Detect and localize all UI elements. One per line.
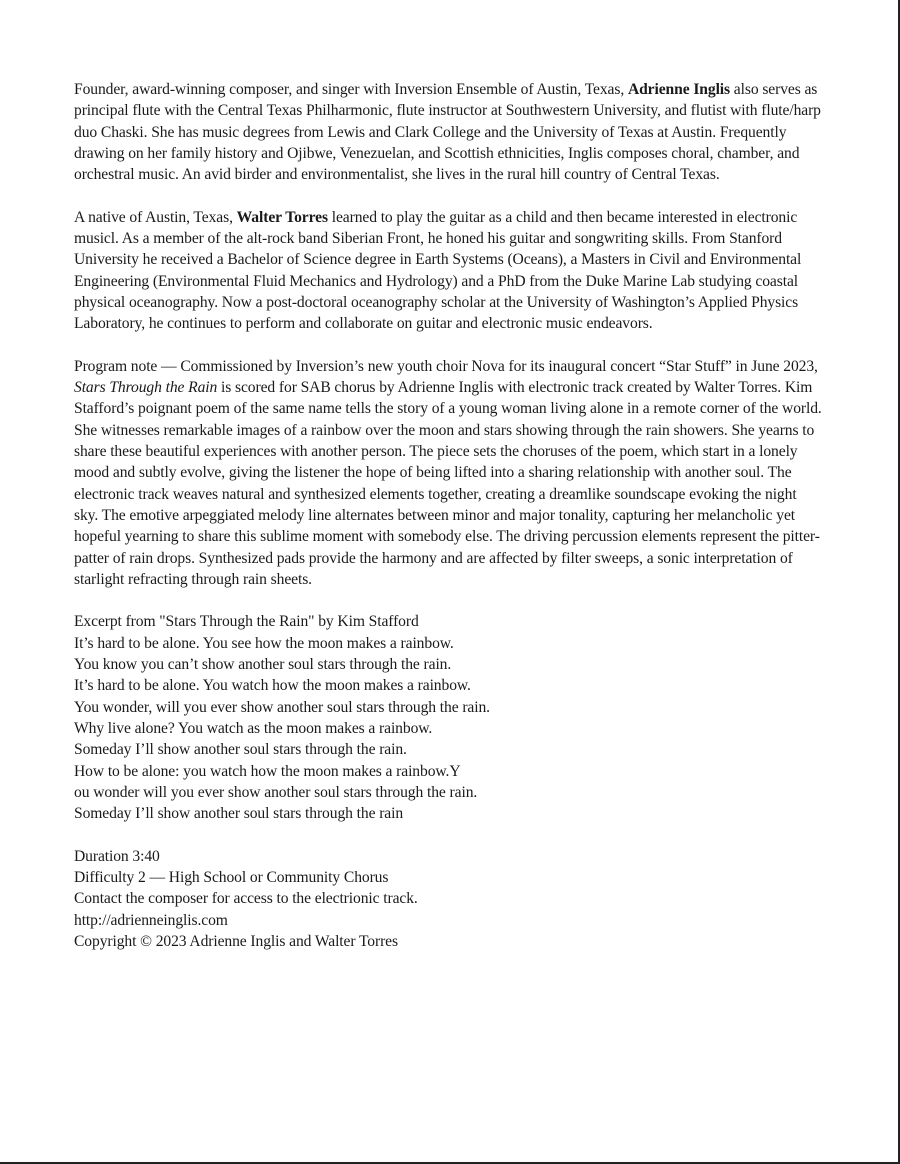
document-body (74, 79, 822, 973)
bio-torres-text: learned to play the guitar as a child and then became interested in electronic musicl. As a member of the alt-rock band Siberian Front, he honed his guitar and songwriting skills. From Stanford University he received a Bachelor of Science degree in Earth Systems (Oceans), a Masters in Civil and Environmental Engineering (Environmental Fluid Mechanics and Hydrology) and a PhD from the Duke Marine Lab studying coastal physical oceanography. Now a post-doctoral oceanography scholar at the University of Washington’s Applied Physics Laboratory, he continues to perform and collaborate on guitar and electronic music endeavors. (74, 208, 802, 333)
program-note (74, 356, 822, 590)
poem-line: You wonder, will you ever show another soul stars through the rain. (74, 698, 490, 716)
poem-line: Why live alone? You watch as the moon makes a rainbow. (74, 719, 433, 737)
duration: Duration 3:40 (74, 847, 160, 865)
bio-inglis-name: Adrienne Inglis (627, 81, 730, 98)
poem-excerpt (74, 611, 822, 824)
bio-torres-name: Walter Torres (236, 208, 328, 226)
poem-line: ou wonder will you ever show another soul stars through the rain. (74, 783, 478, 801)
website-link[interactable]: http://adrienneinglis.com (74, 911, 228, 929)
poem-line: It’s hard to be alone. You see how the moon makes a rainbow. (74, 634, 454, 652)
poem-line: Someday I’ll show another soul stars through the rain. (74, 741, 407, 759)
bio-inglis-text: also serves as principal flute with the Central Texas Philharmonic, flute instructor at Southwestern University, and flutist with flute/harp duo Chaski. She has music degrees from Lewis and Clark College and the University of Texas at Austin. Frequently drawing on her family history and Ojibwe, Venezuelan, and Scottish ethnicities, Inglis composes choral, chamber, and orchestral music. An avid birder and environmentalist, she lives in the rural hill country of Central Texas. (74, 81, 821, 184)
piece-details (74, 846, 822, 952)
poem-line: How to be alone: you watch how the moon makes a rainbow.Y (74, 762, 461, 780)
copyright: Copyright © 2023 Adrienne Inglis and Walter Torres (74, 932, 398, 950)
poem-line: It’s hard to be alone. You watch how the moon makes a rainbow. (74, 677, 471, 695)
bio-inglis (74, 79, 822, 185)
bio-inglis-intro: Founder, award-winning composer, and singer with Inversion Ensemble of Austin, Texas, (74, 81, 628, 98)
program-note-intro: Program note — Commissioned by Inversion’s new youth choir Nova for its inaugural concert “Star Stuff” in June 2023, (74, 357, 818, 375)
poem-line: Someday I’ll show another soul stars through the rain (74, 805, 404, 823)
contact-note: Contact the composer for access to the electrionic track. (74, 890, 418, 908)
excerpt-heading: Excerpt from "Stars Through the Rain" by Kim Stafford (74, 613, 419, 631)
bio-torres (74, 207, 822, 335)
difficulty: Difficulty 2 — High School or Community Chorus (74, 868, 389, 886)
program-note-text: is scored for SAB chorus by Adrienne Inglis with electronic track created by Walter Torres. Kim Stafford’s poignant poem of the same name tells the story of a young woman living alone in a remote corner of the world. She witnesses remarkable images of a rainbow over the moon and stars showing through the rain showers. She yearns to share these beautiful experiences with another person. The piece sets the choruses of the poem, which start in a lonely mood and subtly evolve, giving the listener the hope of being lifted into a sharing relationship with another soul. The electronic track weaves natural and synthesized elements together, creating a dreamlike soundscape evoking the night sky. The emotive arpeggiated melody line alternates between minor and major tonality, capturing her melancholic yet hopeful yearning to share this sublime moment with somebody else. The driving percussion elements represent the pitter-patter of rain drops. Synthesized pads provide the harmony and are affected by filter sweeps, a sonic interpretation of starlight refracting through rain sheets. (74, 379, 822, 588)
program-note-title: Stars Through the Rain (74, 379, 218, 397)
poem-line: You know you can’t show another soul stars through the rain. (74, 656, 452, 674)
bio-torres-intro: A native of Austin, Texas, (74, 208, 237, 226)
